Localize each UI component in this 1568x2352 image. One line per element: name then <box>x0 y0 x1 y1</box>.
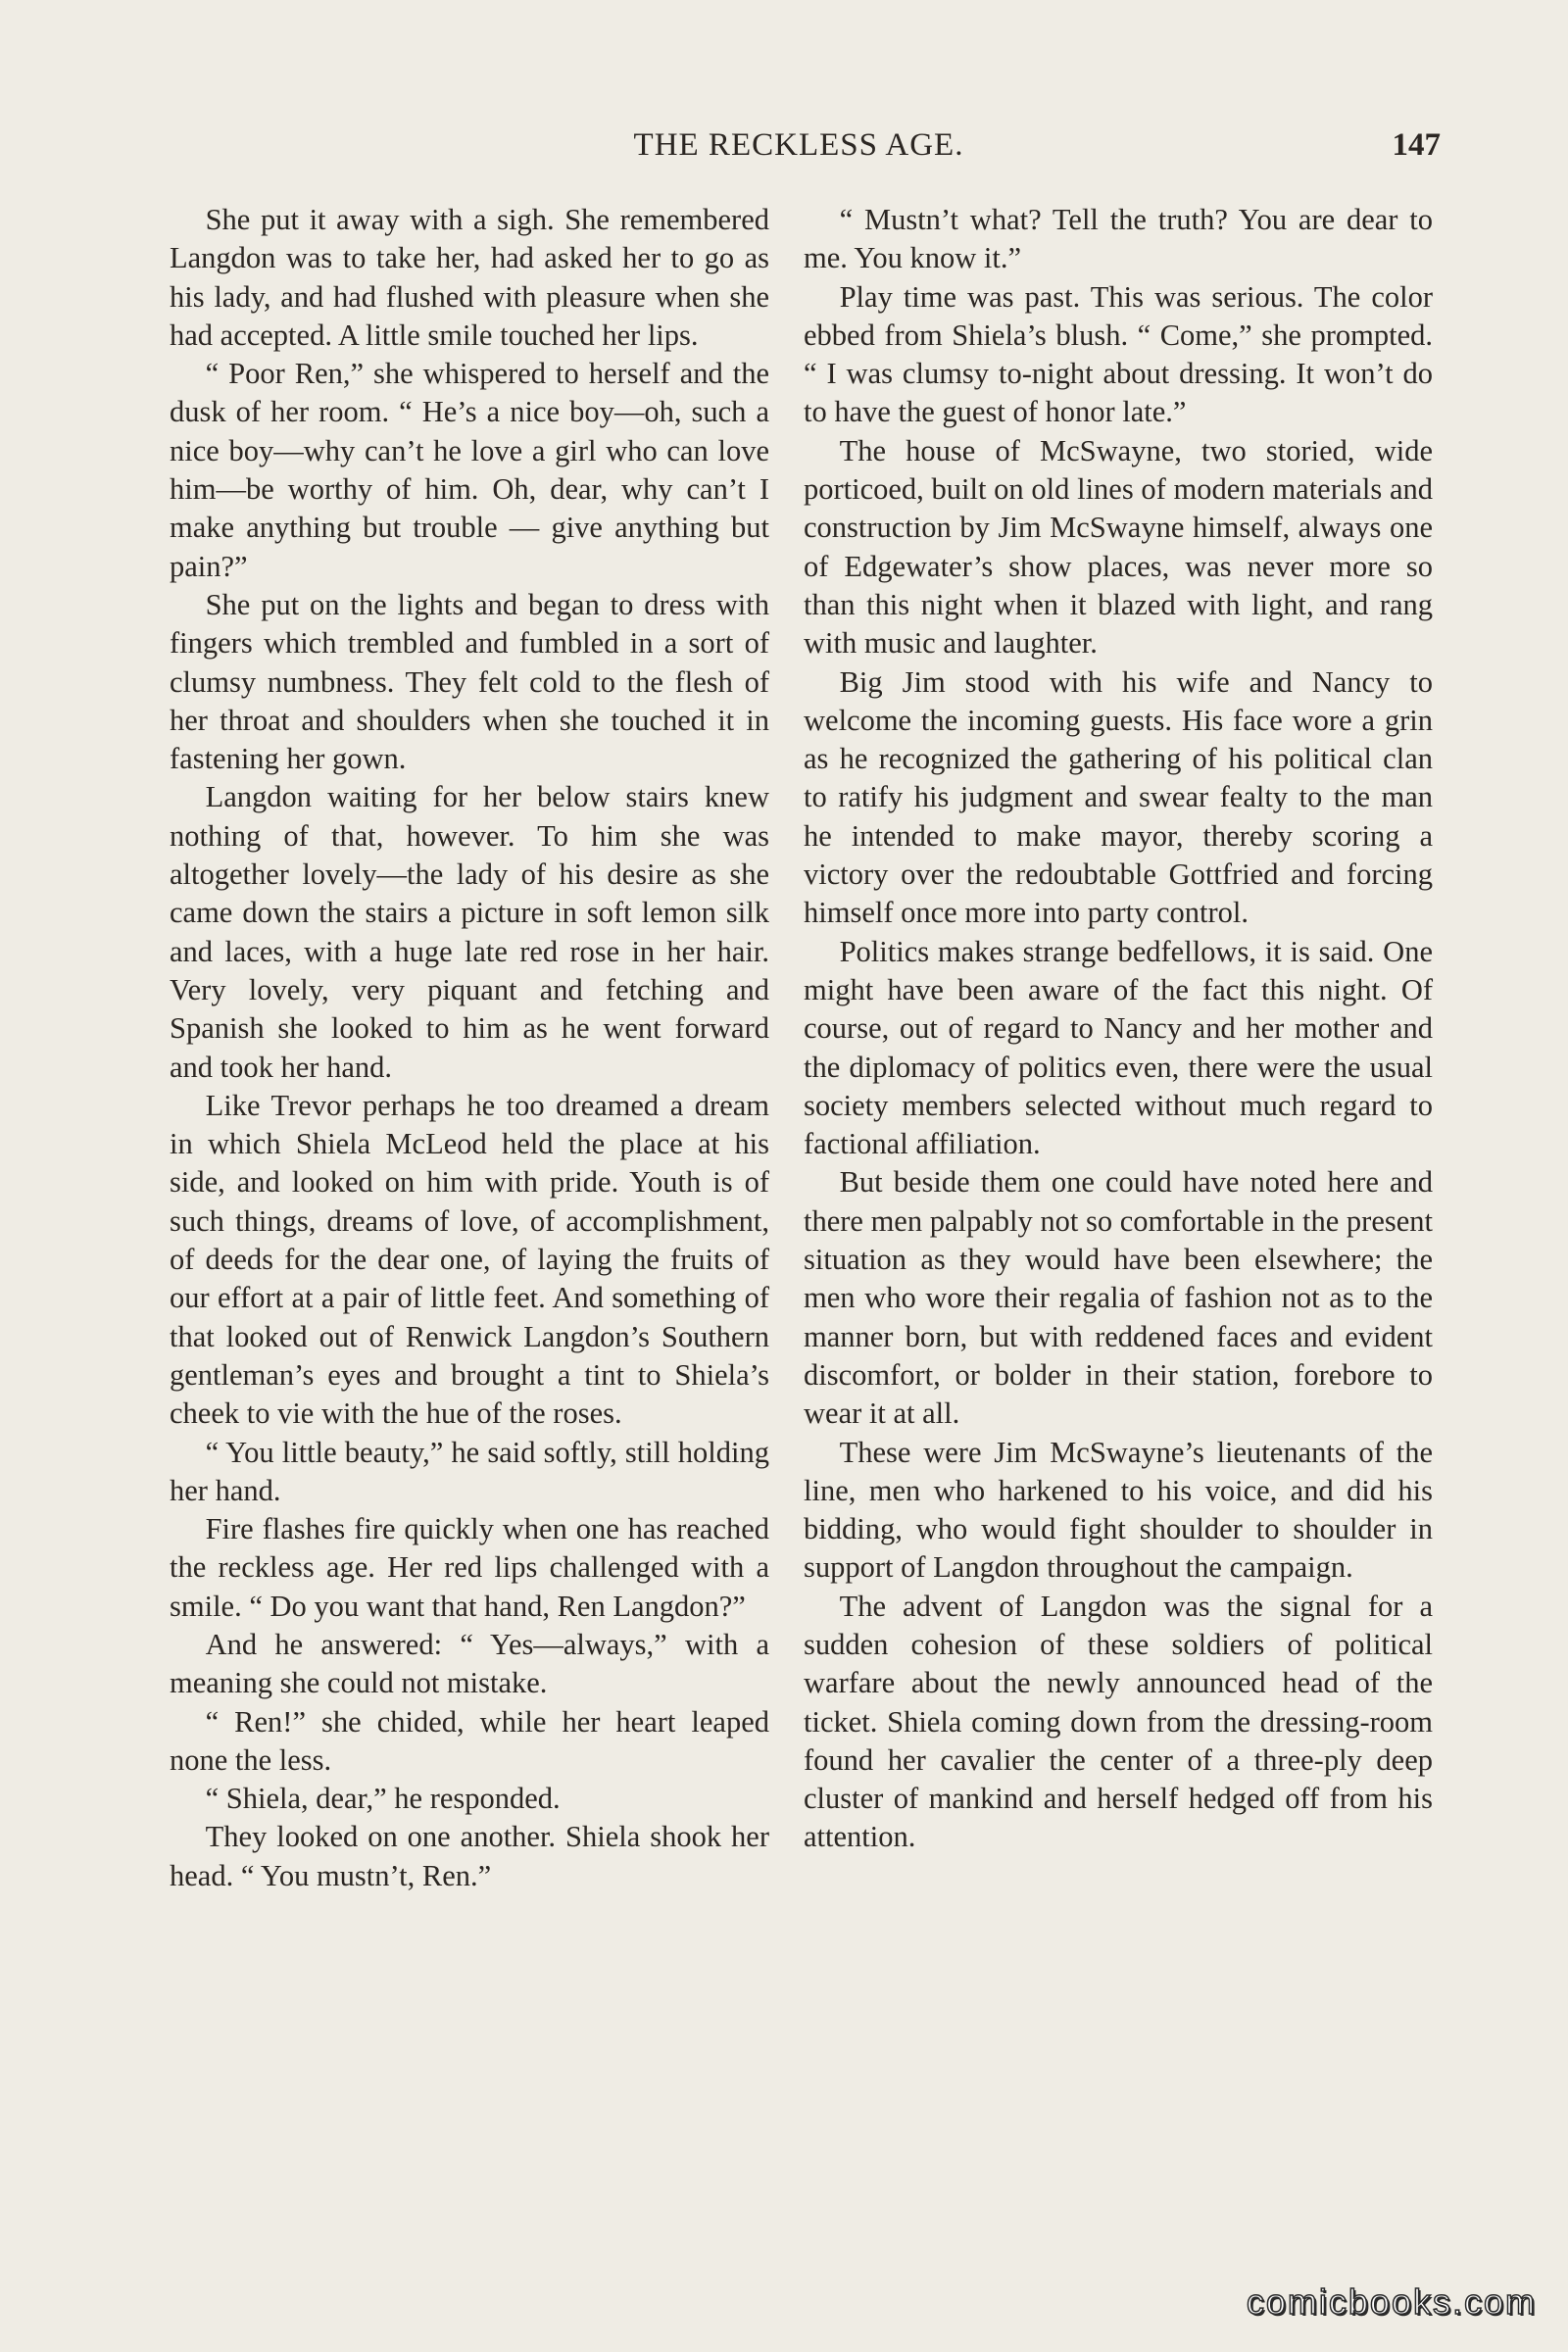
watermark: comicbooks.com <box>1246 2281 1537 2322</box>
right-column <box>804 201 1433 1857</box>
paragraph: “ Poor Ren,” she whispered to herself and the dusk of her room. “ He’s a nice boy—oh, such a nice boy—why can’t he love a girl who can love him—be worthy of him. Oh, dear, why can’t I make anything but trouble — give anything but pain?” <box>170 357 769 583</box>
paragraph: Politics makes strange bedfellows, it is said. One might have been aware of the fact this night. Of course, out of regard to Nancy and her mother and the diplomacy of politics even, there were the usual society members selected without much regard to factional affiliation. <box>804 934 1433 1161</box>
paragraph: The advent of Langdon was the signal for a sudden cohesion of these soldiers of political warfare about the newly announced head of the ticket. Shiela coming down from the dressing-room found her cavalier the center of a three-ply deep cluster of mankind and herself hedged off from his attention. <box>804 1589 1433 1854</box>
paragraph: These were Jim McSwayne’s lieutenants of the line, men who harkened to his voice, and did his bidding, who would fight shoulder to shoulder in support of Langdon throughout the campaign. <box>804 1435 1433 1585</box>
paragraph: “ Mustn’t what? Tell the truth? You are dear to me. You know it.” <box>804 203 1433 275</box>
paragraph: “ Ren!” she chided, while her heart leaped none the less. <box>170 1704 769 1777</box>
paragraph: They looked on one another. Shiela shook her head. “ You mustn’t, Ren.” <box>170 1820 769 1892</box>
paragraph: The house of McSwayne, two storied, wide porticoed, built on old lines of modern materials and construction by Jim McSwayne himself, always one of Edgewater’s show places, was never more so than this night when it blazed with light, and rang with music and laughter. <box>804 433 1433 661</box>
paragraph: But beside them one could have noted here and there men palpably not so comfortable in the present situation as they would have been elsewhere; the men who wore their regalia of fashion not as to the manner born, but with reddened faces and evident discomfort, or bolder in their station, forebore to wear it at all. <box>804 1165 1433 1431</box>
paragraph: “ Shiela, dear,” he responded. <box>205 1782 561 1816</box>
paragraph: And he answered: “ Yes—always,” with a meaning she could not mistake. <box>170 1627 769 1700</box>
page-number: 147 <box>1392 127 1441 163</box>
running-title: THE RECKLESS AGE. <box>633 127 964 163</box>
page-header <box>157 127 1441 186</box>
paragraph: She put it away with a sigh. She remembered Langdon was to take her, had asked her to go as his lady, and had flushed with pleasure when she had accepted. A little smile touched her lips. <box>170 203 769 352</box>
paragraph: “ You little beauty,” he said softly, still holding her hand. <box>170 1435 769 1507</box>
paragraph: Play time was past. This was serious. The color ebbed from Shiela’s blush. “ Come,” she prompted. “ I was clumsy to-night about dressing. It won’t do to have the guest of honor late.” <box>804 279 1433 429</box>
paragraph: She put on the lights and began to dress with fingers which trembled and fumbled in a sort of clumsy numbness. They felt cold to the flesh of her throat and shoulders when she touched it in fastening her gown. <box>170 587 769 776</box>
left-column <box>170 201 769 1895</box>
paragraph: Like Trevor perhaps he too dreamed a dream in which Shiela McLeod held the place at his side, and looked on him with pride. Youth is of such things, dreams of love, of accomplishment, of deeds for the dear one, of laying the fruits of our effort at a pair of little feet. And something of that looked out of Renwick Langdon’s Southern gentleman’s eyes and brought a tint to Shiela’s cheek to vie with the hue of the roses. <box>170 1088 769 1431</box>
paragraph: Big Jim stood with his wife and Nancy to welcome the incoming guests. His face wore a grin as he recognized the gathering of his political clan to ratify his judgment and swear fealty to the man he intended to make mayor, thereby scoring a victory over the redoubtable Gottfried and forcing himself once more into party control. <box>804 664 1433 930</box>
paragraph: Langdon waiting for her below stairs knew nothing of that, however. To him she was altogether lovely—the lady of his desire as she came down the stairs a picture in soft lemon silk and laces, with a huge late red rose in her hair. Very lovely, very piquant and fetching and Spanish she looked to him as he went forward and took her hand. <box>170 780 769 1084</box>
paragraph: Fire flashes fire quickly when one has reached the reckless age. Her red lips challenged with a smile. “ Do you want that hand, Ren Langdon?” <box>170 1512 769 1623</box>
